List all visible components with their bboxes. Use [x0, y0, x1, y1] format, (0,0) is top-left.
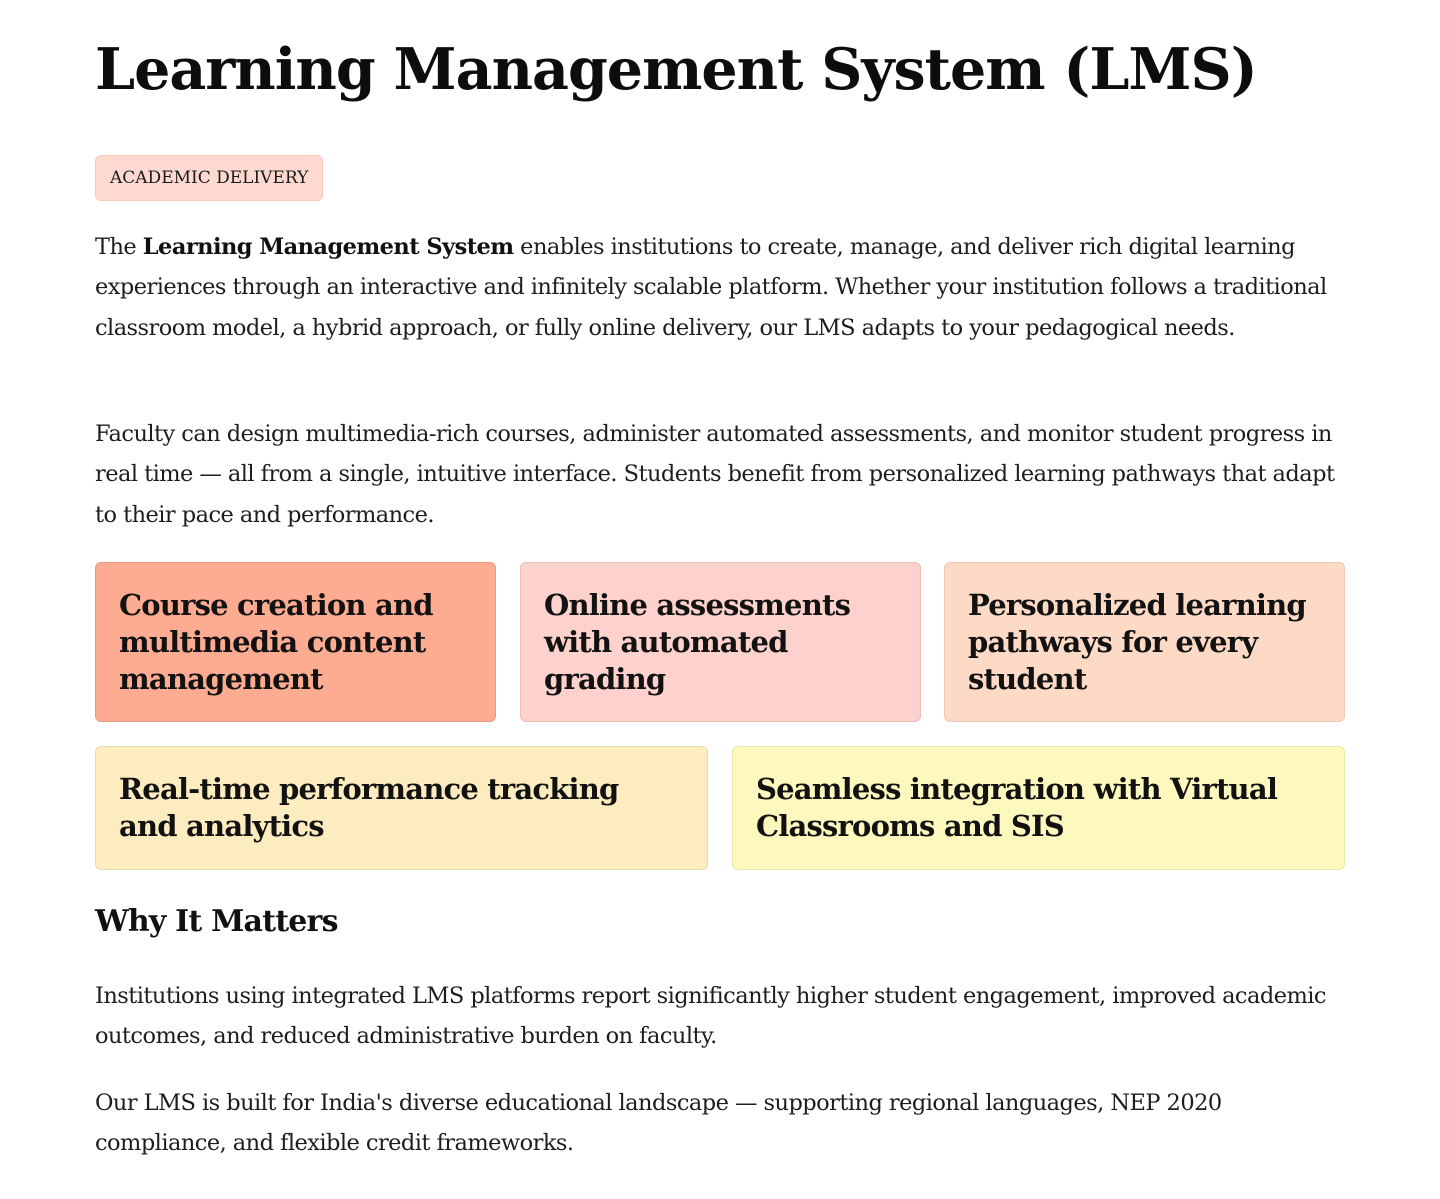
category-badge: ACADEMIC DELIVERY — [95, 155, 323, 201]
intro-text-rest: enables institutions to create, manage, and deliver rich digital learning experiences through an interactive and infinitely scalable platform. Whether your institution follows a traditional classroom model, a hybrid approach, or fully online delivery, our LMS adapts to your pedagogical needs. — [95, 234, 1327, 341]
why-it-matters-heading: Why It Matters — [95, 904, 338, 939]
intro-text-start: The — [95, 234, 143, 260]
feature-card-personalized-pathways: Personalized learning pathways for every student — [944, 562, 1345, 722]
faculty-paragraph: Faculty can design multimedia-rich courses, administer automated assessments, and monitor student progress in real time — all from a single, intuitive interface. Students benefit from personalized learning pathways that adapt to their pace and performance. — [95, 421, 1335, 528]
feature-card-course-creation: Course creation and multimedia content management — [95, 562, 496, 722]
feature-card-integration: Seamless integration with Virtual Classrooms and SIS — [732, 746, 1345, 870]
why-paragraph-india: Our LMS is built for India's diverse educational landscape — supporting regional languages, NEP 2020 compliance, and flexible credit frameworks. — [95, 1090, 1222, 1157]
intro-bold-term: Learning Management System — [142, 234, 514, 260]
intro-paragraph — [95, 227, 1335, 348]
page-title: Learning Management System (LMS) — [95, 36, 1257, 103]
feature-card-performance-tracking: Real-time performance tracking and analytics — [95, 746, 708, 870]
feature-card-online-assessments: Online assessments with automated grading — [520, 562, 921, 722]
why-paragraph-engagement: Institutions using integrated LMS platforms report significantly higher student engagement, improved academic outcomes, and reduced administrative burden on faculty. — [95, 983, 1326, 1050]
